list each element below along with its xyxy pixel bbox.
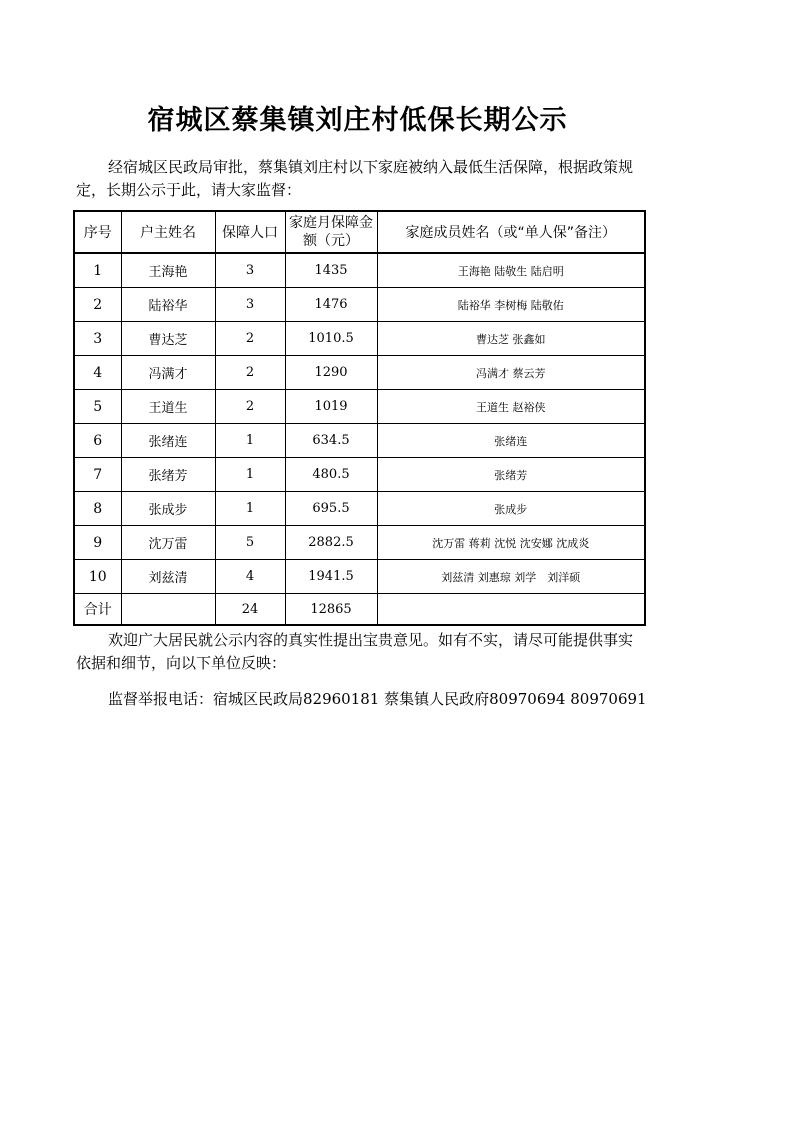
header-amount: 家庭月保障金额（元）: [285, 211, 377, 253]
cell-amount: 1941.5: [285, 560, 377, 594]
page-title: 宿城区蔡集镇刘庄村低保长期公示: [147, 105, 568, 136]
table-row: [74, 526, 645, 560]
cell-amount: 1435: [285, 253, 377, 288]
cell-seq: 9: [74, 526, 121, 560]
cell-members: 陆裕华 李树梅 陆敬佑: [377, 288, 645, 322]
cell-seq: 6: [74, 424, 121, 458]
cell-persons: 4: [215, 560, 285, 594]
cell-persons: 5: [215, 526, 285, 560]
cell-persons: 3: [215, 253, 285, 288]
cell-members: 张绪芳: [377, 458, 645, 492]
cell-persons: 1: [215, 424, 285, 458]
cell-amount: 1019: [285, 390, 377, 424]
cell-members: 曹达芝 张鑫如: [377, 322, 645, 356]
cell-seq: 2: [74, 288, 121, 322]
assistance-table: [73, 210, 646, 626]
cell-head-name: 张绪芳: [121, 458, 215, 492]
cell-seq: 5: [74, 390, 121, 424]
total-persons: 24: [215, 594, 285, 626]
cell-seq: 8: [74, 492, 121, 526]
cell-seq: 1: [74, 253, 121, 288]
cell-amount: 695.5: [285, 492, 377, 526]
total-label: 合计: [74, 594, 121, 626]
header-seq: 序号: [74, 211, 121, 253]
header-members: 家庭成员姓名（或“单人保”备注）: [377, 211, 645, 253]
intro-paragraph: 经宿城区民政局审批，蔡集镇刘庄村以下家庭被纳入最低生活保障，根据政策规定，长期公示于此，请大家监督：: [76, 158, 634, 199]
cell-members: 刘兹清 刘惠琼 刘学 刘洋硕: [377, 560, 645, 594]
cell-head-name: 沈万雷: [121, 526, 215, 560]
cell-head-name: 刘兹清: [121, 560, 215, 594]
cell-members: 王海艳 陆敬生 陆启明: [377, 253, 645, 288]
cell-head-name: 陆裕华: [121, 288, 215, 322]
cell-members: 沈万雷 蒋莉 沈悦 沈安娜 沈成炎: [377, 526, 645, 560]
cell-seq: 4: [74, 356, 121, 390]
table-row: [74, 253, 645, 288]
table-header-row: [74, 211, 645, 253]
table-row: [74, 390, 645, 424]
cell-members: 张绪连: [377, 424, 645, 458]
cell-head-name: 冯满才: [121, 356, 215, 390]
table-row: [74, 560, 645, 594]
cell-seq: 10: [74, 560, 121, 594]
table-row: [74, 492, 645, 526]
cell-seq: 7: [74, 458, 121, 492]
cell-head-name: 王海艳: [121, 253, 215, 288]
cell-head-name: 张绪连: [121, 424, 215, 458]
total-amount: 12865: [285, 594, 377, 626]
cell-amount: 2882.5: [285, 526, 377, 560]
cell-members: 冯满才 蔡云芳: [377, 356, 645, 390]
table-row: [74, 356, 645, 390]
table-row: [74, 322, 645, 356]
cell-head-name: 张成步: [121, 492, 215, 526]
cell-members: 王道生 赵裕侠: [377, 390, 645, 424]
cell-amount: 634.5: [285, 424, 377, 458]
cell-seq: 3: [74, 322, 121, 356]
cell-members: 张成步: [377, 492, 645, 526]
total-head-name: [121, 594, 215, 626]
cell-amount: 1476: [285, 288, 377, 322]
total-members: [377, 594, 645, 626]
header-head-name: 户主姓名: [121, 211, 215, 253]
table-row: [74, 458, 645, 492]
cell-persons: 1: [215, 492, 285, 526]
contact-line: 监督举报电话：宿城区民政局82960181 蔡集镇人民政府80970694 80970691: [108, 690, 647, 708]
cell-amount: 1290: [285, 356, 377, 390]
cell-persons: 2: [215, 390, 285, 424]
cell-persons: 1: [215, 458, 285, 492]
header-persons: 保障人口: [215, 211, 285, 253]
closing-paragraph: 欢迎广大居民就公示内容的真实性提出宝贵意见。如有不实，请尽可能提供事实依据和细节，向以下单位反映：: [76, 631, 634, 672]
cell-persons: 3: [215, 288, 285, 322]
cell-head-name: 曹达芝: [121, 322, 215, 356]
table-row: [74, 424, 645, 458]
cell-head-name: 王道生: [121, 390, 215, 424]
cell-persons: 2: [215, 322, 285, 356]
table-row: [74, 288, 645, 322]
cell-amount: 480.5: [285, 458, 377, 492]
cell-amount: 1010.5: [285, 322, 377, 356]
cell-persons: 2: [215, 356, 285, 390]
table-total-row: [74, 594, 645, 626]
